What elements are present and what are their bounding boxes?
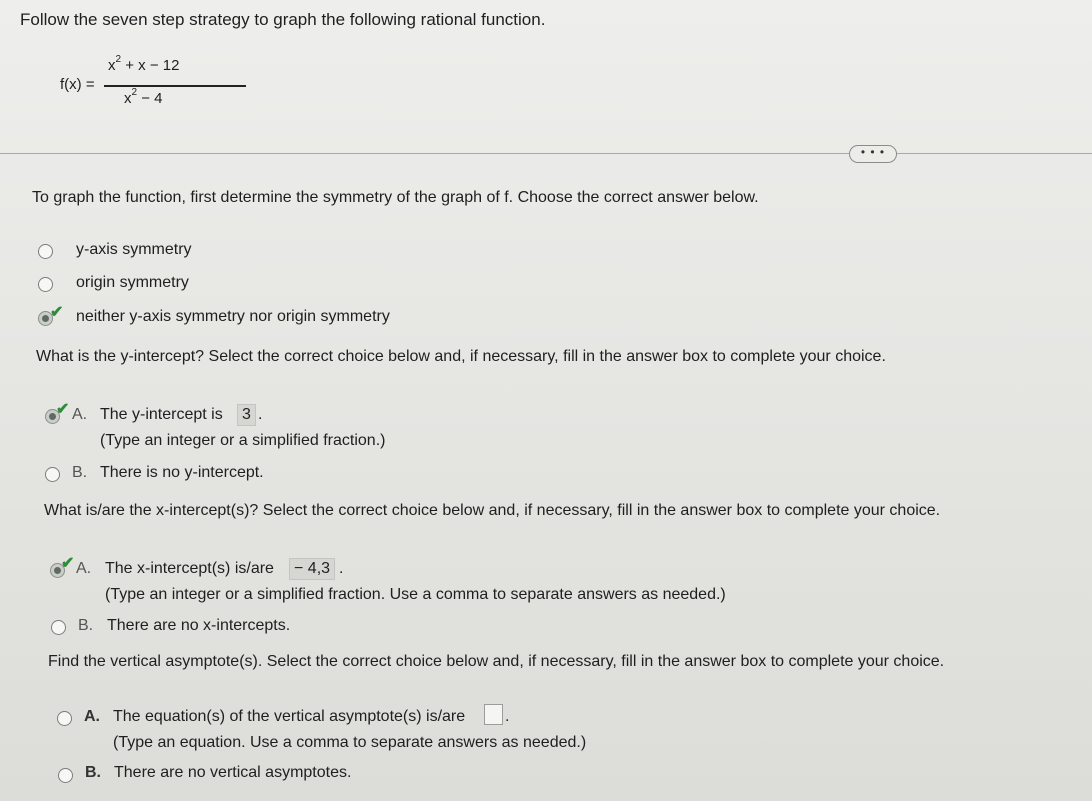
numerator — [108, 56, 179, 74]
vertical-asymptote-answer-box[interactable] — [484, 704, 503, 725]
x-intercept-a-text: The x-intercept(s) is/are — [105, 560, 274, 577]
y-intercept-question: What is the y-intercept? Select the correct choice below and, if necessary, fill in the answer box to complete your choice. — [36, 348, 886, 365]
y-intercept-period: . — [258, 406, 263, 423]
choice-a-letter: A. — [76, 560, 92, 577]
radio-vertical-asymptote-a[interactable] — [57, 711, 72, 726]
vertical-asymptote-a-text: The equation(s) of the vertical asymptote(s) is/are — [113, 708, 466, 725]
choice-b-letter: B. — [72, 464, 88, 481]
numerator-rest: + x − 12 — [121, 57, 180, 74]
check-mark-icon: ✔ — [56, 401, 70, 418]
option-neither-symmetry[interactable]: neither y-axis symmetry nor origin symmetry — [76, 308, 390, 325]
denominator-exponent: 2 — [131, 87, 138, 98]
check-mark-icon: ✔ — [61, 555, 75, 572]
radio-y-intercept-b[interactable] — [45, 467, 60, 482]
radio-origin-symmetry[interactable] — [38, 277, 53, 292]
denominator-base: x — [124, 90, 132, 107]
radio-y-axis-symmetry[interactable] — [38, 244, 53, 259]
y-intercept-hint: (Type an integer or a simplified fraction.) — [100, 432, 386, 449]
option-origin-symmetry[interactable]: origin symmetry — [76, 274, 189, 291]
x-intercept-answer-box[interactable]: − 4,3 — [289, 558, 335, 580]
denominator — [124, 89, 163, 107]
y-intercept-b-text[interactable]: There is no y-intercept. — [100, 464, 264, 481]
section-divider — [0, 153, 1092, 154]
rational-function — [60, 56, 200, 118]
numerator-base: x — [108, 57, 116, 74]
vertical-asymptote-b-text[interactable]: There are no vertical asymptotes. — [114, 764, 352, 781]
x-intercept-b-text[interactable]: There are no x-intercepts. — [107, 617, 291, 634]
choice-a-letter: A. — [84, 708, 100, 725]
vertical-asymptote-period: . — [505, 708, 510, 725]
more-options-button[interactable]: • • • — [849, 145, 897, 163]
vertical-asymptote-hint: (Type an equation. Use a comma to separate answers as needed.) — [113, 734, 587, 751]
choice-b-letter: B. — [78, 617, 94, 634]
symmetry-question: To graph the function, first determine the symmetry of the graph of f. Choose the correct answer below. — [32, 189, 759, 206]
x-intercept-hint: (Type an integer or a simplified fraction. Use a comma to separate answers as needed.) — [105, 586, 726, 603]
fraction-bar — [104, 85, 246, 87]
denominator-rest: − 4 — [137, 90, 163, 107]
radio-x-intercept-b[interactable] — [51, 620, 66, 635]
option-y-axis-symmetry[interactable]: y-axis symmetry — [76, 241, 192, 258]
choice-a-letter: A. — [72, 406, 88, 423]
x-intercept-question: What is/are the x-intercept(s)? Select the correct choice below and, if necessary, fill in the answer box to complete your choice. — [44, 502, 941, 519]
instruction-text: Follow the seven step strategy to graph the following rational function. — [20, 10, 546, 29]
check-mark-icon: ✔ — [50, 304, 64, 321]
y-intercept-answer-box[interactable]: 3 — [237, 404, 256, 426]
vertical-asymptote-question: Find the vertical asymptote(s). Select the correct choice below and, if necessary, fill in the answer box to complete your choice. — [48, 653, 945, 670]
y-intercept-a-text: The y-intercept is — [100, 406, 223, 423]
radio-vertical-asymptote-b[interactable] — [58, 768, 73, 783]
choice-b-letter: B. — [85, 764, 101, 781]
function-lhs: f(x) = — [60, 76, 95, 93]
numerator-exponent: 2 — [115, 54, 122, 65]
x-intercept-period: . — [339, 560, 344, 577]
